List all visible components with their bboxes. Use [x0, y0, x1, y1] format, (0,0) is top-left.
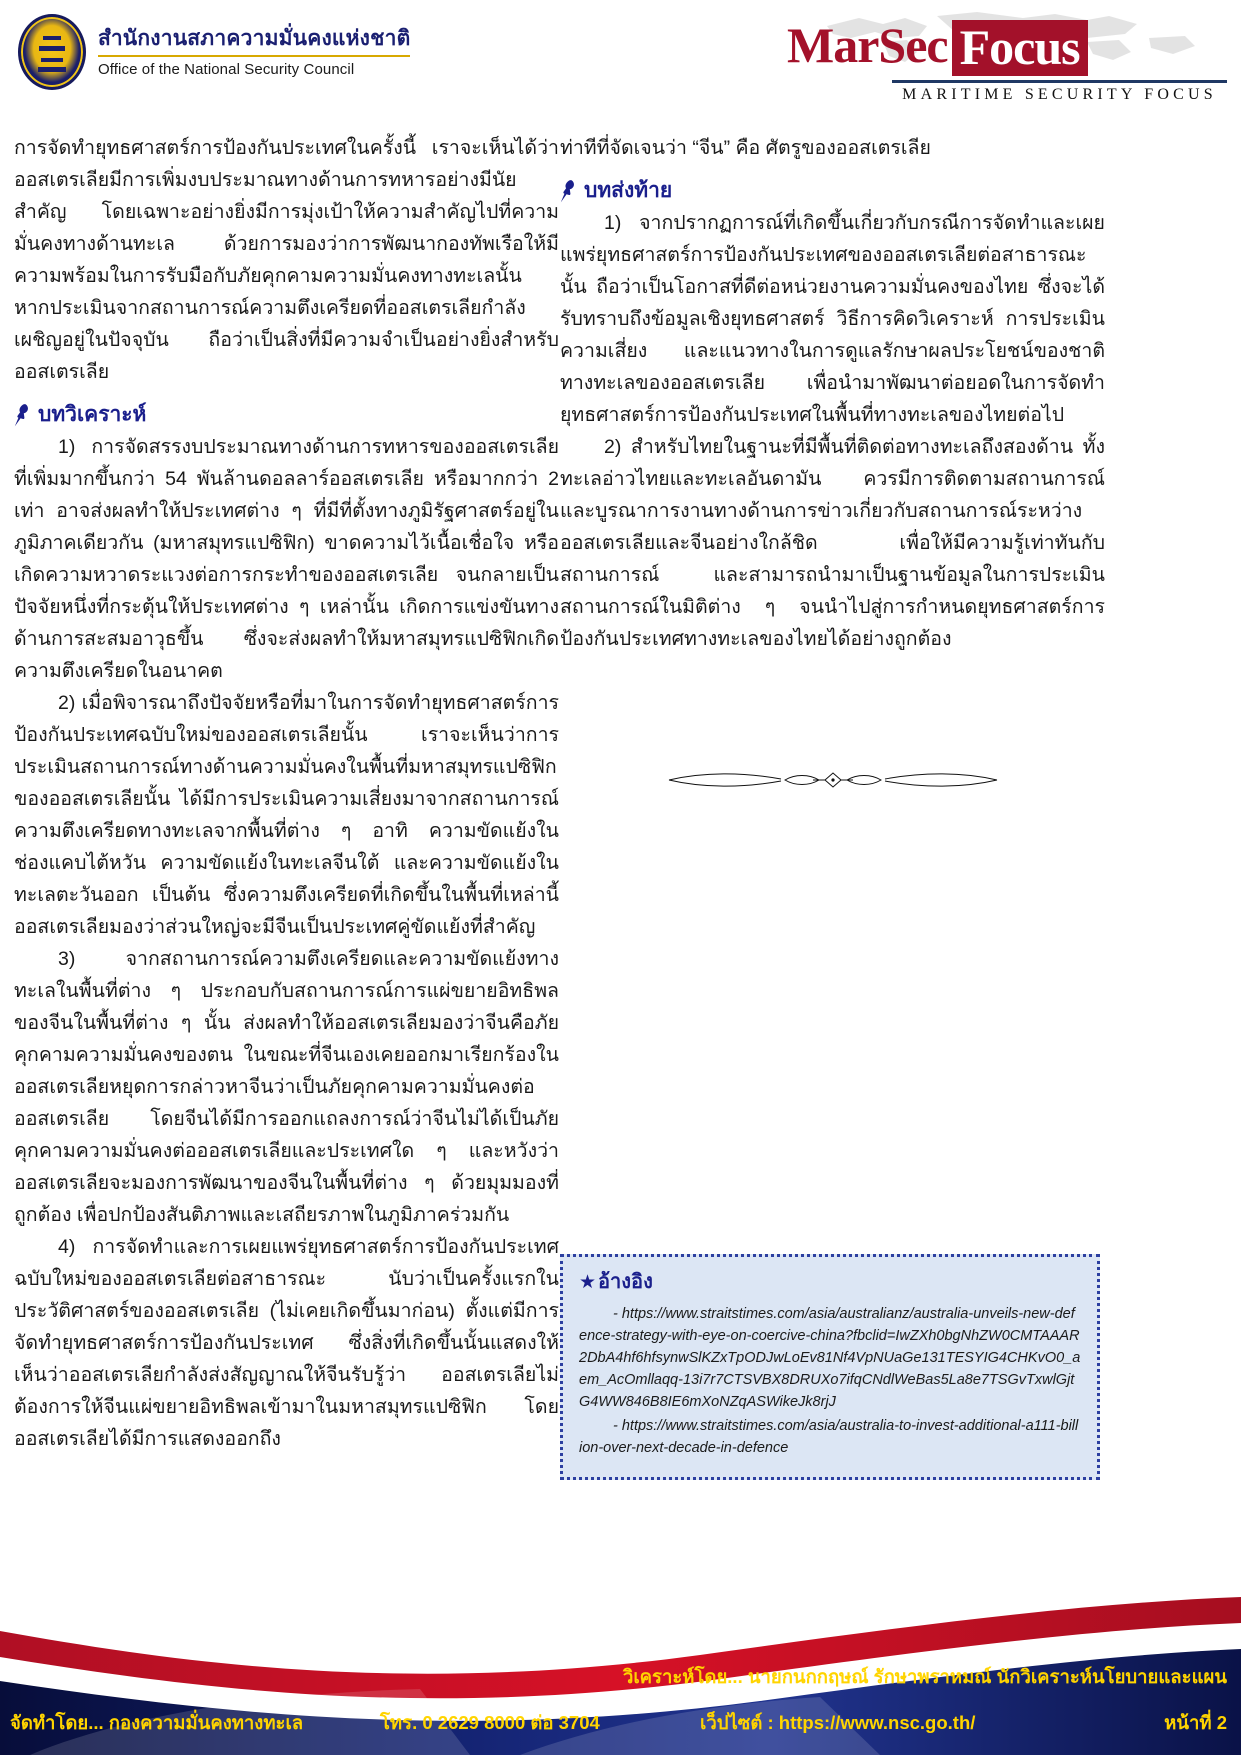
- section-heading-analysis-label: บทวิเคราะห์: [38, 403, 147, 426]
- reference-box-title: [579, 1269, 1081, 1295]
- analysis-item-4: 4) การจัดทำและการเผยแพร่ยุทธศาสตร์การป้องกันประเทศฉบับใหม่ของออสเตรเลียต่อสาธารณะ นับว่าเป็นครั้งแรกในประวัติศาสตร์ของออสเตรเลีย (ไม่เคยเกิดขึ้นมาก่อน) ตั้งแต่มีการจัดทำยุทธศาสตร์การป้องกันประเทศ ซึ่งสิ่งที่เกิดขึ้นนั้นแสดงให้เห็นว่าออสเตรเลียกำลังส่งสัญญาณให้จีนรับรู้ว่า ออสเตรเลียไม่ต้องการให้จีนแผ่ขยายอิทธิพลเข้ามาในมหาสมุทรแปซิฟิก โดยออสเตรเลียได้มีการแสดงออกถึง: [14, 1236, 559, 1451]
- right-column: [560, 132, 1105, 655]
- left-column: [14, 132, 559, 1455]
- footer-telephone: โทร. 0 2629 8000 ต่อ 3704: [380, 1712, 600, 1733]
- brand-focus-text: Focus: [952, 20, 1088, 76]
- pushpin-icon: [14, 403, 31, 427]
- footer-website[interactable]: เว็ปไซต์ : https://www.nsc.go.th/: [700, 1712, 976, 1733]
- continuation-paragraph: ท่าทีที่จัดเจนว่า “จีน” คือ ศัตรูของออสเตรเลีย: [560, 137, 931, 159]
- ornamental-divider-icon: [663, 767, 1003, 793]
- reference-box-title-label: อ้างอิง: [598, 1271, 653, 1293]
- analysis-item-1: 1) การจัดสรรงบประมาณทางด้านการทหารของออสเตรเลียที่เพิ่มมากขึ้นกว่า 54 พันล้านดอลลาร์ออสเตรเลีย หรือมากกว่า 2 เท่า อาจส่งผลทำให้ประเทศต่าง ๆ ที่มีที่ตั้งทางภูมิรัฐศาสตร์อยู่ในภูมิภาคเดียวกัน (มหาสมุทรแปซิฟิก) ขาดความไว้เนื้อเชื่อใจ หรือเกิดความหวาดระแวงต่อการกระทำของออสเตรเลีย จนกลายเป็นปัจจัยหนึ่งที่กระตุ้นให้ประเทศต่าง ๆ เหล่านั้น เกิดการแข่งขันทางด้านการสะสมอาวุธขึ้น ซึ่งจะส่งผลทำให้มหาสมุทรแปซิฟิกเกิดความตึงเครียดในอนาคต: [14, 436, 559, 683]
- ornamental-divider: [560, 760, 1105, 800]
- analysis-item-3: 3) จากสถานการณ์ความตึงเครียดและความขัดแย้งทางทะเลในพื้นที่ต่าง ๆ ประกอบกับสถานการณ์การแผ่ขยายอิทธิพลของจีนในพื้นที่ต่าง ๆ นั้น ส่งผลทำให้ออสเตรเลียมองว่าจีนคือภัยคุกคามความมั่นคงของตน ในขณะที่จีนเองเคยออกมาเรียกร้องในออสเตรเลียหยุดการกล่าวหาจีนว่าเป็นภัยคุกคามความมั่นคงต่อออสเตรเลีย โดยจีนได้มีการออกแถลงการณ์ว่าจีนไม่ได้เป็นภัยคุกคามความมั่นคงต่อออสเตรเลียและประเทศใด ๆ และหวังว่าออสเตรเลียจะมองการพัฒนาของจีนในพื้นที่ต่าง ๆ ด้วยมุมมองที่ถูกต้อง เพื่อปกป้องสันติภาพและเสถียรภาพในภูมิภาคร่วมกัน: [14, 948, 559, 1227]
- document-body: [0, 132, 1241, 1632]
- pushpin-icon: [560, 179, 577, 203]
- reference-item-2[interactable]: - https://www.straitstimes.com/asia/australia-to-invest-additional-a111-billion-over-next-decade-in-defence: [579, 1418, 1079, 1456]
- analysis-item-2: 2) เมื่อพิจารณาถึงปัจจัยหรือที่มาในการจัดทำยุทธศาสตร์การป้องกันประเทศฉบับใหม่ของออสเตรเลียนั้น เราจะเห็นว่าการประเมินสถานการณ์ทางด้านความมั่นคงในพื้นที่มหาสมุทรแปซิฟิกของออสเตรเลียนั้น ได้มีการประเมินความเสี่ยงมาจากสถานการณ์ความตึงเครียดทางทะเลจากพื้นที่ต่าง ๆ อาทิ ความขัดแย้งในช่องแคบไต้หวัน ความขัดแย้งในทะเลจีนใต้ และความขัดแย้งในทะเลตะวันออก เป็นต้น ซึ่งความตึงเครียดที่เกิดขึ้นในพื้นที่เหล่านี้ออสเตรเลียมองว่าส่วนใหญ่จะมีจีนเป็นประเทศคู่ขัดแย้งที่สำคัญ: [14, 692, 559, 939]
- garuda-seal-icon: [18, 14, 86, 90]
- footer-text-group: [0, 1655, 1241, 1755]
- organization-branding: [18, 14, 410, 90]
- conclusion-item-1: 1) จากปรากฏการณ์ที่เกิดขึ้นเกี่ยวกับกรณีการจัดทำและเผยแพร่ยุทธศาสตร์การป้องกันประเทศของออสเตรเลียต่อสาธารณะนั้น ถือว่าเป็นโอกาสที่ดีต่อหน่วยงานความมั่นคงของไทย ซึ่งจะได้รับทราบถึงข้อมูลเชิงยุทธศาสตร์ วิธีการคิดวิเคราะห์ การประเมินความเสี่ยง และแนวทางในการดูแลรักษาผลประโยชน์ของชาติทางทะเลของออสเตรเลีย เพื่อนำมาพัฒนาต่อยอดในการจัดทำยุทธศาสตร์การป้องกันประเทศในพื้นที่ทางทะเลของไทยต่อไป: [560, 212, 1105, 427]
- org-name-english: Office of the National Security Council: [98, 60, 355, 78]
- reference-box: [560, 1254, 1100, 1480]
- brand-divider-rule: [892, 80, 1227, 83]
- footer-page-number: หน้าที่ 2: [1164, 1712, 1227, 1733]
- brand-marsec-text: MarSec: [787, 17, 948, 73]
- organization-names: [98, 26, 410, 77]
- intro-paragraph: การจัดทำยุทธศาสตร์การป้องกันประเทศในครั้งนี้ เราจะเห็นได้ว่าออสเตรเลียมีการเพิ่มงบประมาณทางด้านการทหารอย่างมีนัยสำคัญ โดยเฉพาะอย่างยิ่งมีการมุ่งเป้าให้ความสำคัญไปที่ความมั่นคงทางด้านทะเล ด้วยการมองว่าการพัฒนากองทัพเรือให้มีความพร้อมในการรับมือกับภัยคุกคามความมั่นคงทางทะเลนั้น หากประเมินจากสถานการณ์ความตึงเครียดที่ออสเตรเลียกำลังเผชิญอยู่ในปัจจุบัน ถือว่าเป็นสิ่งที่มีความจำเป็นอย่างยิ่งสำหรับออสเตรเลีย: [14, 137, 559, 383]
- org-name-thai: สำนักงานสภาความมั่นคงแห่งชาติ: [98, 26, 410, 56]
- star-icon: ★: [579, 1271, 597, 1293]
- brand-tagline: MARITIME SECURITY FOCUS: [902, 86, 1217, 103]
- conclusion-item-2: 2) สำหรับไทยในฐานะที่มีพื้นที่ติดต่อทางทะเลถึงสองด้าน ทั้งทะเลอ่าวไทยและทะเลอันดามัน ควรมีการติดตามสถานการณ์ และบูรณาการงานทางด้านการข่าวเกี่ยวกับสถานการณ์ระหว่างออสเตรเลียและจีนอย่างใกล้ชิด เพื่อให้มีความรู้เท่าทันกับสถานการณ์ และสามารถนำมาเป็นฐานข้อมูลในการประเมินสถานการณ์ในมิติต่าง ๆ จนนำไปสู่การกำหนดยุทธศาสตร์การป้องกันประเทศทางทะเลของไทยได้อย่างถูกต้อง: [560, 436, 1105, 651]
- section-heading-analysis: [14, 402, 559, 427]
- section-heading-conclusion-label: บทส่งท้าย: [584, 179, 673, 202]
- reference-item-1[interactable]: - https://www.straitstimes.com/asia/australianz/australia-unveils-new-defence-strategy-with-eye-on-coercive-china?fbclid=IwZXh0bgNhZW0CMTAAAR2DbA4hf6hfsynwSlKZxTpODJwLoEv81Nf4VpNUaGe131TESYIG4CHKvO0_aem_AcOmllaqq-13i7r7CTSVBX8DRUXo7ifqCNdlWeBas5La8e7TSGvTxwlGjtG4WW846B8IE6mXoNZqASWikeJk8rjJ: [579, 1306, 1081, 1410]
- page-footer: [0, 1597, 1241, 1755]
- page-header: [0, 0, 1241, 118]
- footer-analyst-line: วิเคราะห์โดย... นายกนกกฤษณ์ รักษาพราหมณ์ นักวิเคราะห์นโยบายและแผน: [622, 1666, 1227, 1687]
- footer-info-row: [0, 1709, 1241, 1739]
- section-heading-conclusion: [560, 178, 1105, 203]
- footer-made-by: จัดทำโดย... กองความมั่นคงทางทะเล: [10, 1712, 304, 1733]
- brand-wordmark: [787, 17, 1227, 76]
- marsec-focus-logo: [787, 6, 1227, 106]
